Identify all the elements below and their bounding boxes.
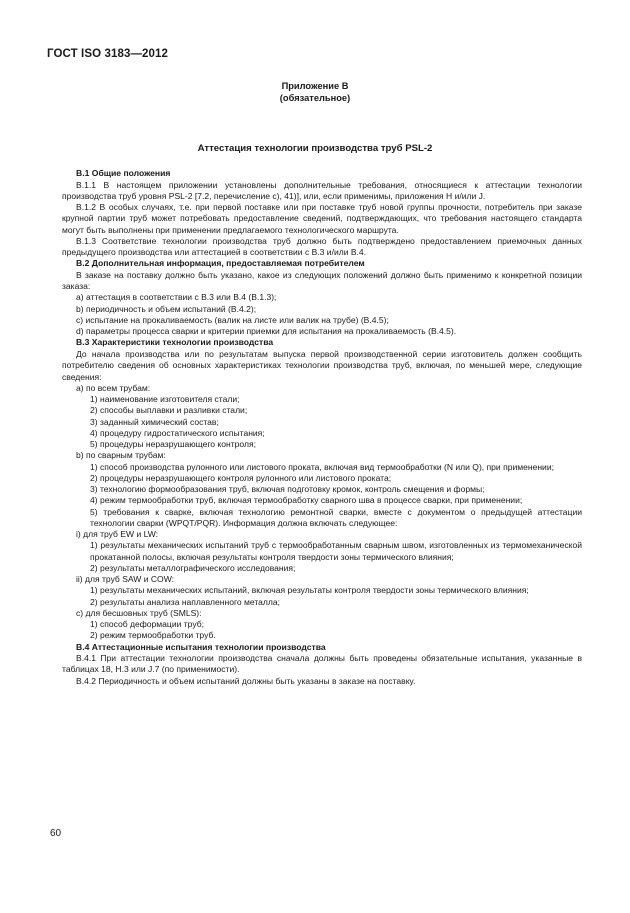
annex-status: (обязательное) bbox=[279, 93, 351, 103]
annex-title: Приложение В bbox=[281, 81, 349, 91]
list-item: с) испытание на прокаливаемость (валик на листе или валик на трубе) (В.4.5); bbox=[76, 314, 389, 325]
list-label-c: с) для бесшовных труб (SMLS): bbox=[76, 607, 202, 618]
paragraph-b2-intro: В заказе на поставку должно быть указано, какое из следующих положений должно быть применимо к конкретной позиции заказа: bbox=[62, 269, 582, 292]
list-item: 5) процедуры неразрушающего контроля; bbox=[90, 439, 256, 450]
section-heading-b3: В.3 Характеристики технологии производства bbox=[76, 337, 274, 348]
list-item: 4) процедуру гидростатического испытания; bbox=[90, 427, 265, 438]
list-item: 1) результаты механических испытаний, включая результаты контроля твердости зоны термического влияния; bbox=[90, 585, 529, 596]
document-body bbox=[62, 168, 582, 687]
section-heading-b1: В.1 Общие положения bbox=[76, 168, 171, 178]
document-header: ГОСТ ISO 3183—2012 bbox=[47, 48, 169, 60]
list-item: 2) режим термообработки труб. bbox=[90, 630, 216, 641]
annex-heading bbox=[0, 80, 630, 104]
list-label-a: а) по всем трубам: bbox=[76, 382, 151, 393]
paragraph-b1-3: В.1.3 Соответствие технологии производства труб должно быть подтверждено предоставлением приемочных данных предыдущего производства или аттестацией в соответствии с В.3 и/или В.4. bbox=[62, 235, 582, 258]
list-item: 2) способы выплавки и разливки стали; bbox=[90, 405, 248, 416]
list-item: 4) режим термообработки труб, включая термообработку сварного шва в процессе сварки, при применении; bbox=[90, 495, 523, 506]
paragraph-b3-intro: До начала производства или по результатам выпуска первой производственной серии изготовитель должен сообщить потребителю сведения об основных характеристиках технологии производства труб, включая, по меньшей мере, следующие сведения: bbox=[62, 349, 582, 382]
page-number: 60 bbox=[50, 828, 62, 839]
paragraph-b1-1: В.1.1 В настоящем приложении установлены дополнительные требования, относящиеся к аттестации технологии производства труб уровня PSL-2 [7.2, перечисление с), 41)], или, если применимы, приложения Н и/или J. bbox=[62, 179, 582, 201]
list-label-i: i) для труб EW и LW: bbox=[76, 529, 159, 540]
list-item: 1) способ производства рулонного или листового проката, включая вид термообработки (N или Q), при применении; bbox=[90, 461, 554, 472]
list-item: 1) наименование изготовителя стали; bbox=[90, 394, 240, 405]
list-item: d) параметры процесса сварки и критерии приемки для испытания на прокаливаемость (В.4.5). bbox=[76, 326, 457, 337]
section-heading-b4: В.4 Аттестационные испытания технологии производства bbox=[76, 641, 326, 652]
list-item: 3) технологию формообразования труб, включая подготовку кромок, контроль смещения и формы; bbox=[90, 484, 485, 495]
list-item: 2) процедуры неразрушающего контроля рулонного или листового проката; bbox=[90, 472, 392, 483]
paragraph-b4-2: В.4.2 Периодичность и объем испытаний должны быть указаны в заказе на поставку. bbox=[76, 675, 416, 686]
list-item: b) периодичность и объем испытаний (В.4.2); bbox=[76, 303, 257, 314]
main-title: Аттестация технологии производства труб PSL-2 bbox=[197, 143, 433, 154]
paragraph-b1-2: В.1.2 В особых случаях, т.е. при первой поставке или при поставке труб новой группы прочности, потребитель при заказе крупной партии труб может потребовать предоставление сведений, подтверждающих, что требования настоящего стандарта могут быть выполнены при применении предлагаемого технологического маршрута. bbox=[62, 202, 582, 235]
list-label-ii: ii) для труб SAW и COW: bbox=[76, 574, 174, 585]
list-label-b: b) по сварным трубам: bbox=[76, 450, 166, 461]
list-item: 1) результаты механических испытаний труб с термообработанным сварным швом, изготовленных из термомеханической прокатанной полосы, включая результаты контроля твердости зоны термического влияния; bbox=[90, 540, 582, 562]
list-item: 5) требования к сварке, включая технологию ремонтной сварки, вместе с документом о предыдущей аттестации технологии сварки (WPQT/PQR). Информация должна включать следующее: bbox=[90, 506, 582, 528]
list-item: а) аттестация в соответствии с В.3 или В.4 (В.1.3); bbox=[76, 292, 277, 303]
list-item: 2) результаты анализа наплавленного металла; bbox=[90, 596, 281, 607]
paragraph-b4-1: В.4.1 При аттестации технологии производства сначала должны быть проведены обязательные испытания, указанные в таблицах 18, Н.3 или J.7 (по применимости). bbox=[62, 653, 582, 675]
list-item: 1) способ деформации труб; bbox=[90, 619, 204, 630]
list-item: 3) заданный химический состав; bbox=[90, 416, 219, 427]
list-item: 2) результаты металлографического исследования; bbox=[90, 562, 296, 573]
section-heading-b2: В.2 Дополнительная информация, предоставляемая потребителем bbox=[76, 258, 365, 269]
